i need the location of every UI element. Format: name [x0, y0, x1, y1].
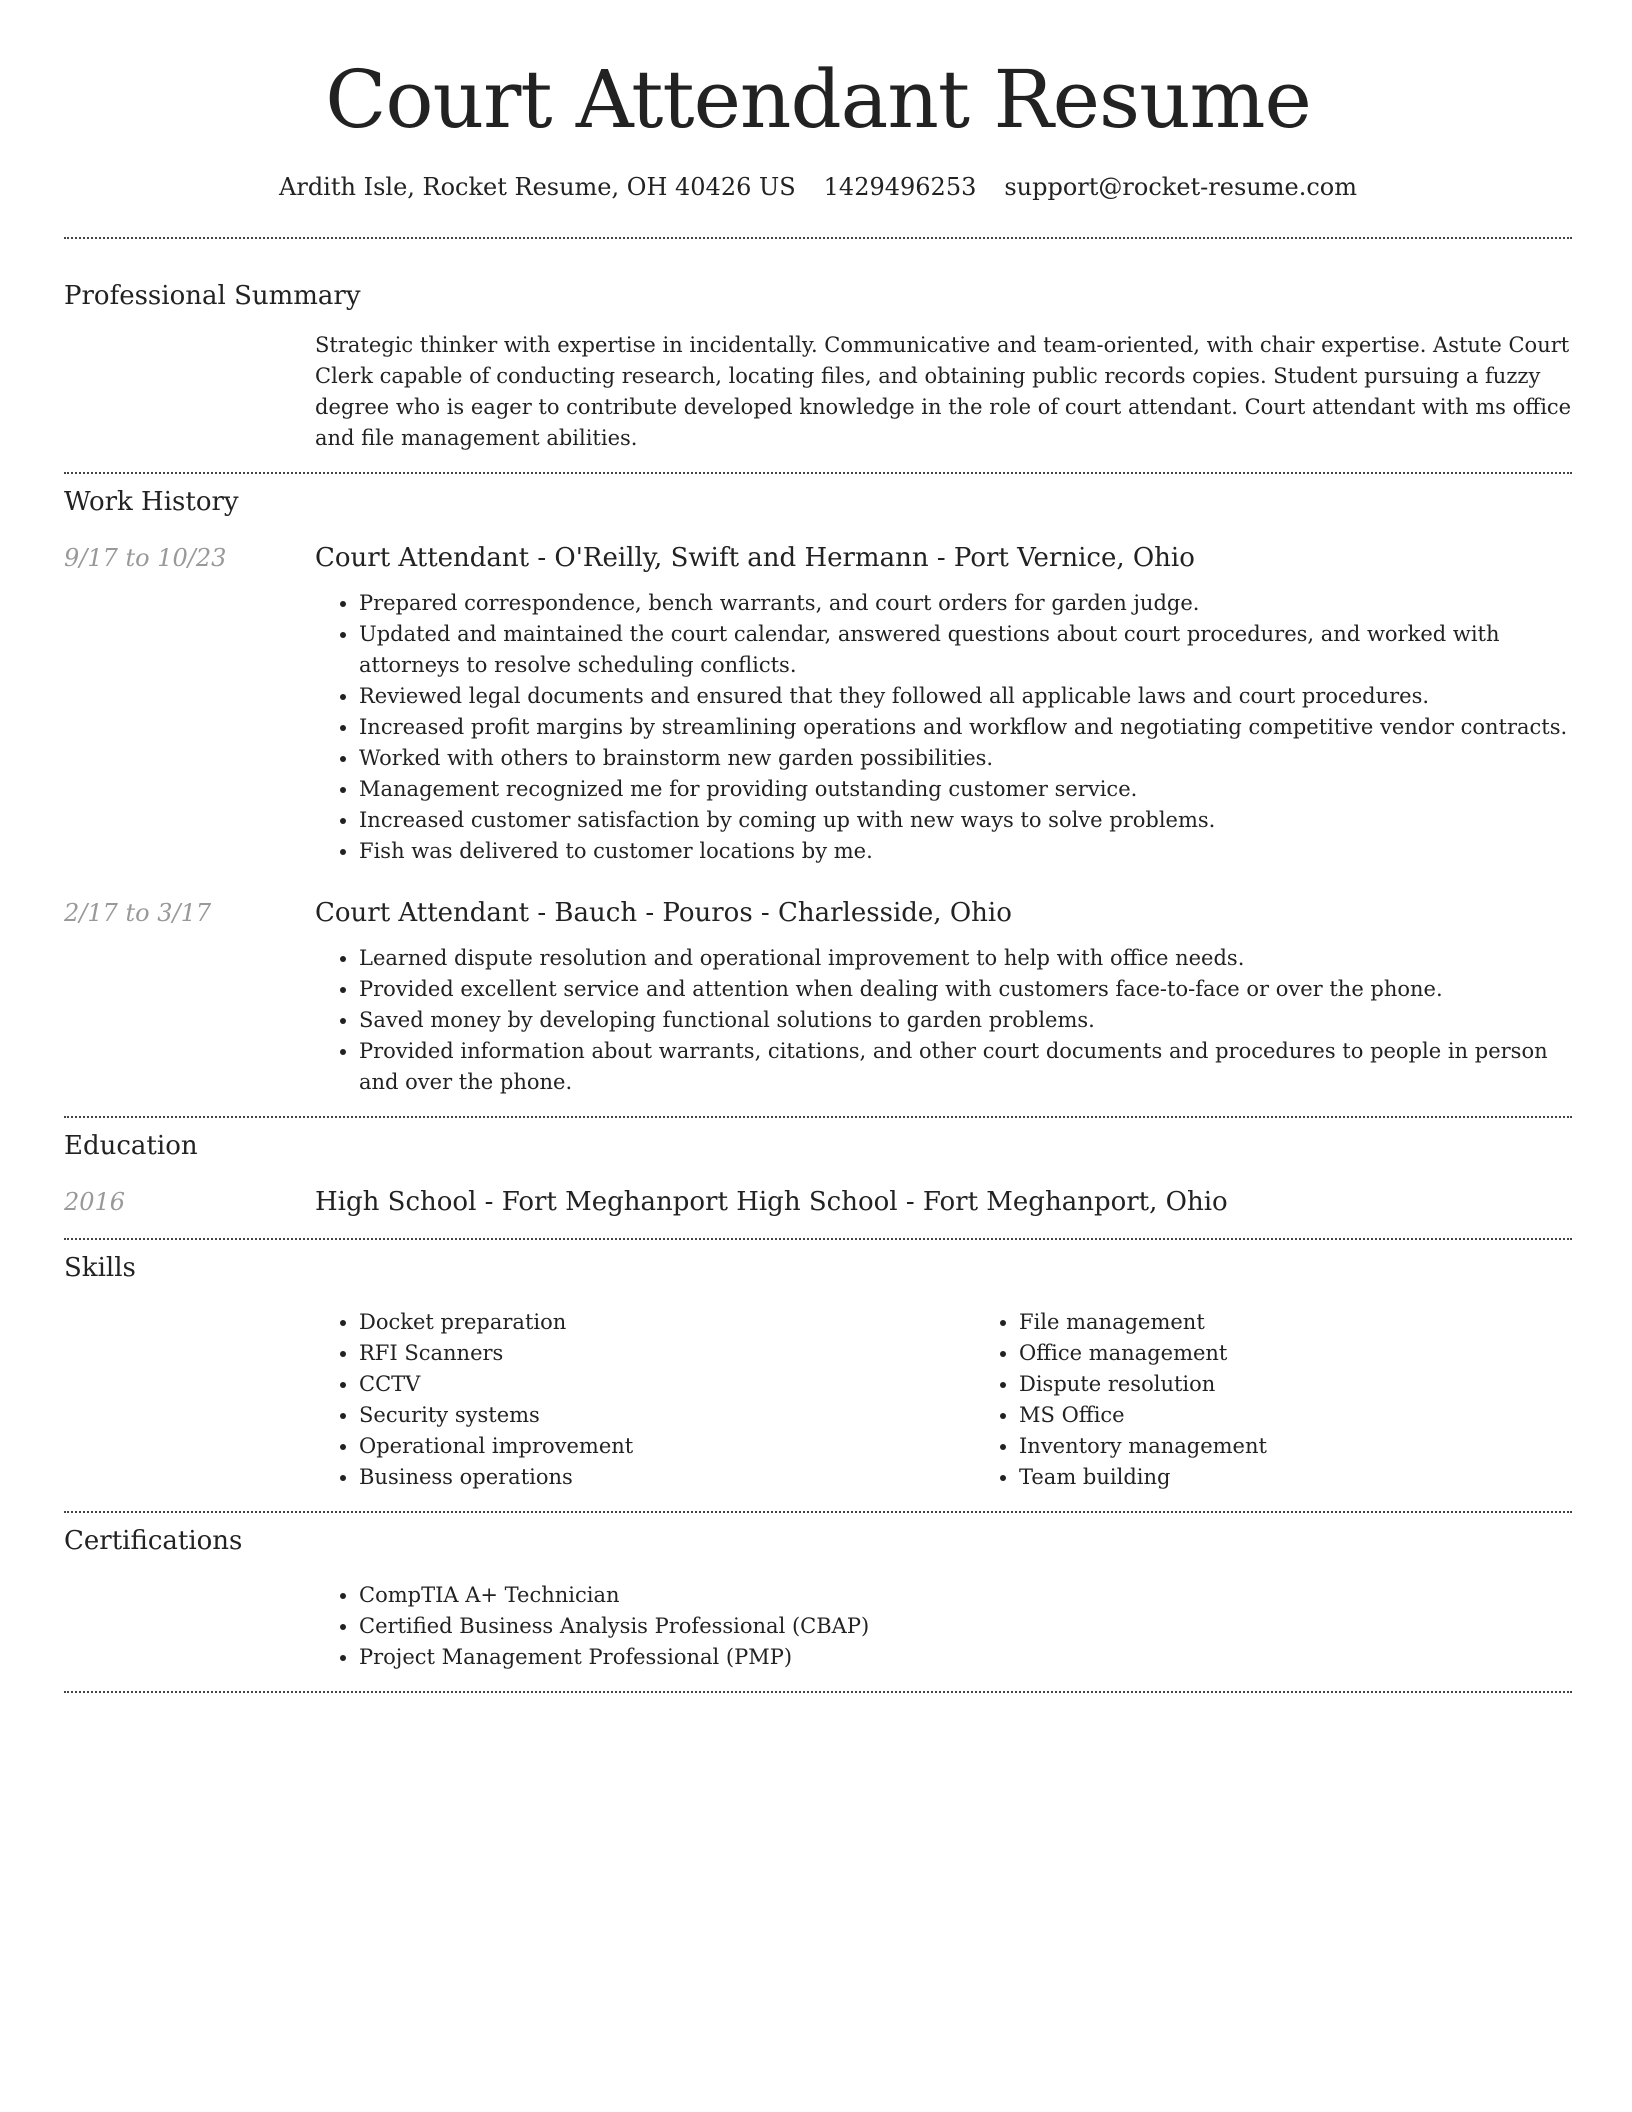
job-dates: 2/17 to 3/17	[64, 899, 212, 927]
job-dates: 9/17 to 10/23	[64, 544, 227, 572]
list-item: • Increased customer satisfaction by coming up with new ways to solve problems.	[359, 805, 1572, 836]
divider	[64, 472, 1572, 474]
list-item: • Operational improvement	[359, 1431, 975, 1462]
list-item: • Docket preparation	[359, 1307, 975, 1338]
certifications-row	[64, 1580, 1572, 1673]
list-item: • Reviewed legal documents and ensured that they followed all applicable laws and court procedures.	[359, 681, 1572, 712]
list-item: • Prepared correspondence, bench warrants, and court orders for garden judge.	[359, 588, 1572, 619]
list-item: • CCTV	[359, 1369, 975, 1400]
divider	[64, 237, 1572, 239]
list-item: • Dispute resolution	[1019, 1369, 1632, 1400]
job-title: Court Attendant - O'Reilly, Swift and Hermann - Port Vernice, Ohio	[315, 543, 1195, 573]
divider	[64, 1238, 1572, 1240]
education-detail: High School - Fort Meghanport High School - Fort Meghanport, Ohio	[315, 1187, 1228, 1217]
resume-page	[64, 0, 1572, 1693]
summary-heading: Professional Summary	[64, 281, 361, 311]
list-item: • Updated and maintained the court calendar, answered questions about court procedures, and worked with attorneys to resolve scheduling conflicts.	[359, 619, 1572, 681]
certifications-list	[315, 1580, 1572, 1673]
skills-column-2	[975, 1307, 1632, 1493]
phone: 1429496253	[823, 173, 977, 201]
list-item: • Management recognized me for providing outstanding customer service.	[359, 774, 1572, 805]
list-item: • Provided information about warrants, citations, and other court documents and procedures to people in person and over the phone.	[359, 1036, 1572, 1098]
list-item: • Inventory management	[1019, 1431, 1632, 1462]
list-item: • CompTIA A+ Technician	[359, 1580, 1572, 1611]
email: support@rocket-resume.com	[1004, 173, 1357, 201]
list-item: • Project Management Professional (PMP)	[359, 1642, 1572, 1673]
summary-text: Strategic thinker with expertise in incidentally. Communicative and team-oriented, with chair expertise. Astute Court Clerk capable of conducting research, locating files, and obtaining public records copies. Student pursuing a fuzzy degree who is eager to contribute developed knowledge in the role of court attendant. Court attendant with ms office and file management abilities.	[315, 333, 1572, 450]
job-entry	[64, 896, 1572, 1098]
address: Ardith Isle, Rocket Resume, OH 40426 US	[279, 173, 796, 201]
list-item: • Fish was delivered to customer locations by me.	[359, 836, 1572, 867]
education-entry	[64, 1185, 1572, 1219]
list-item: • MS Office	[1019, 1400, 1632, 1431]
job-duties	[315, 943, 1572, 1098]
list-item: • Provided excellent service and attention when dealing with customers face-to-face or over the phone.	[359, 974, 1572, 1005]
job-duties	[315, 588, 1572, 867]
divider	[64, 1511, 1572, 1513]
list-item: • Team building	[1019, 1462, 1632, 1493]
job-title: Court Attendant - Bauch - Pouros - Charlesside, Ohio	[315, 898, 1012, 928]
education-heading: Education	[64, 1131, 198, 1161]
list-item: • Security systems	[359, 1400, 975, 1431]
education-year: 2016	[64, 1188, 126, 1216]
divider	[64, 1116, 1572, 1118]
list-item: • RFI Scanners	[359, 1338, 975, 1369]
summary-row	[64, 330, 1572, 454]
work-heading: Work History	[64, 487, 239, 517]
job-entry	[64, 541, 1572, 867]
list-item: • Office management	[1019, 1338, 1632, 1369]
list-item: • Learned dispute resolution and operational improvement to help with office needs.	[359, 943, 1572, 974]
skills-heading: Skills	[64, 1253, 136, 1283]
contact-line	[64, 170, 1572, 204]
list-item: • Worked with others to brainstorm new garden possibilities.	[359, 743, 1572, 774]
skills-row	[64, 1307, 1572, 1493]
certifications-heading: Certifications	[64, 1526, 243, 1556]
list-item: • Increased profit margins by streamlining operations and workflow and negotiating competitive vendor contracts.	[359, 712, 1572, 743]
resume-title: Court Attendant Resume	[325, 53, 1311, 146]
list-item: • Saved money by developing functional solutions to garden problems.	[359, 1005, 1572, 1036]
skills-column-1	[315, 1307, 975, 1493]
skills-list	[315, 1307, 1632, 1493]
list-item: • Certified Business Analysis Professional (CBAP)	[359, 1611, 1572, 1642]
list-item: • Business operations	[359, 1462, 975, 1493]
list-item: • File management	[1019, 1307, 1632, 1338]
divider	[64, 1691, 1572, 1693]
